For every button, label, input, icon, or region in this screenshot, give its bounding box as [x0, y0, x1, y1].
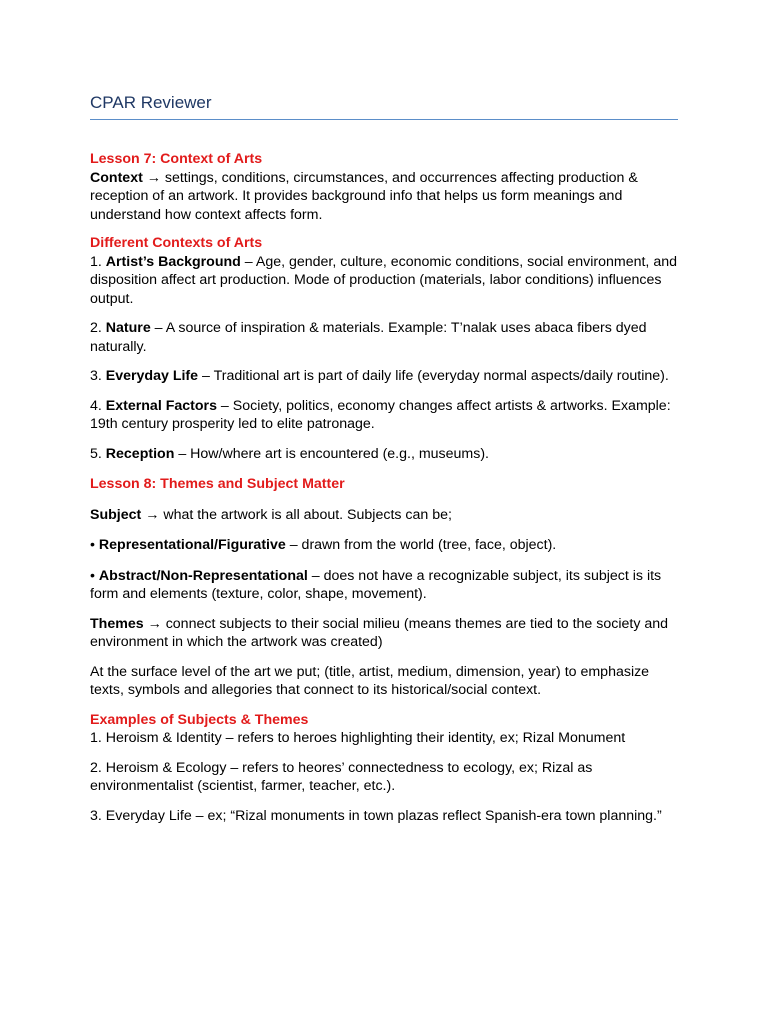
context-text: → settings, conditions, circumstances, and occurrences affecting production & reception of an artwork. It provides background info that helps us form meanings and understand how context affects form.	[90, 169, 638, 223]
examples-heading: Examples of Subjects & Themes	[90, 711, 309, 728]
bullet-term: Abstract/Non-Representational	[98, 567, 308, 584]
item-term: Reception	[105, 445, 175, 462]
bullet-marker: •	[90, 537, 99, 553]
lesson7-section	[90, 150, 680, 224]
item-text: – Society, politics, economy changes affect artists & artworks. Example: 19th century prosperity led to elite patronage.	[90, 397, 671, 432]
context-item	[90, 253, 680, 309]
bullet-text: – does not have a recognizable subject, its subject is its form and elements (texture, color, shape, movement).	[90, 567, 662, 602]
document-body	[90, 150, 680, 825]
context-item	[90, 367, 680, 386]
themes-term: Themes	[90, 615, 144, 632]
example-item: 1. Heroism & Identity – refers to heroes highlighting their identity, ex; Rizal Monument	[90, 730, 626, 746]
bullet-text: – drawn from the world (tree, face, object).	[285, 537, 557, 553]
context-item	[90, 319, 680, 356]
item-number: 4.	[90, 397, 106, 414]
subject-term: Subject	[90, 506, 142, 523]
subject-text: → what the artwork is all about. Subjects can be;	[141, 506, 452, 523]
lesson7-heading: Lesson 7: Context of Arts	[90, 151, 263, 167]
bullet-term: Representational/Figurative	[98, 537, 286, 553]
subject-bullet	[90, 567, 680, 604]
themes-definition	[90, 615, 680, 652]
item-text: – Traditional art is part of daily life (everyday normal aspects/daily routine).	[198, 368, 669, 384]
context-item	[90, 445, 680, 464]
bullet-marker: •	[90, 567, 99, 584]
examples-section	[90, 711, 680, 748]
item-number: 5.	[90, 445, 106, 462]
document-title: CPAR Reviewer	[90, 93, 212, 112]
surface-level-paragraph: At the surface level of the art we put; (title, artist, medium, dimension, year) to emphasize texts, symbols and allegories that connect to its historical/social context.	[90, 663, 650, 698]
item-text: – Age, gender, culture, economic conditions, social environment, and disposition affect art production. Mode of production (materials, labor conditions) influences output.	[90, 253, 677, 307]
item-term: Nature	[105, 320, 151, 336]
subject-definition	[90, 506, 680, 525]
item-number: 2.	[90, 320, 106, 336]
item-term: External Factors	[105, 397, 217, 414]
different-contexts-heading: Different Contexts of Arts	[90, 235, 263, 251]
context-definition	[90, 169, 680, 225]
context-term: Context	[90, 169, 143, 186]
item-text: – How/where art is encountered (e.g., museums).	[174, 445, 490, 462]
context-item	[90, 397, 680, 434]
different-contexts-section	[90, 234, 680, 308]
subject-bullet	[90, 536, 680, 555]
item-term: Everyday Life	[105, 368, 199, 384]
example-item: 3. Everyday Life – ex; “Rizal monuments in town plazas reflect Spanish-era town planning.”	[90, 807, 662, 824]
example-item: 2. Heroism & Ecology – refers to heores’ connectedness to ecology, ex; Rizal as environmentalist (scientist, farmer, teacher, etc.).	[90, 759, 593, 794]
item-text: – A source of inspiration & materials. Example: T’nalak uses abaca fibers dyed naturally.	[90, 320, 647, 355]
item-number: 1.	[90, 253, 106, 270]
item-number: 3.	[90, 368, 106, 384]
title-divider	[90, 119, 678, 120]
themes-text: → connect subjects to their social milieu (means themes are tied to the society and environment in which the artwork was created)	[90, 615, 669, 650]
item-term: Artist’s Background	[105, 253, 241, 270]
lesson8-heading: Lesson 8: Themes and Subject Matter	[90, 476, 345, 492]
